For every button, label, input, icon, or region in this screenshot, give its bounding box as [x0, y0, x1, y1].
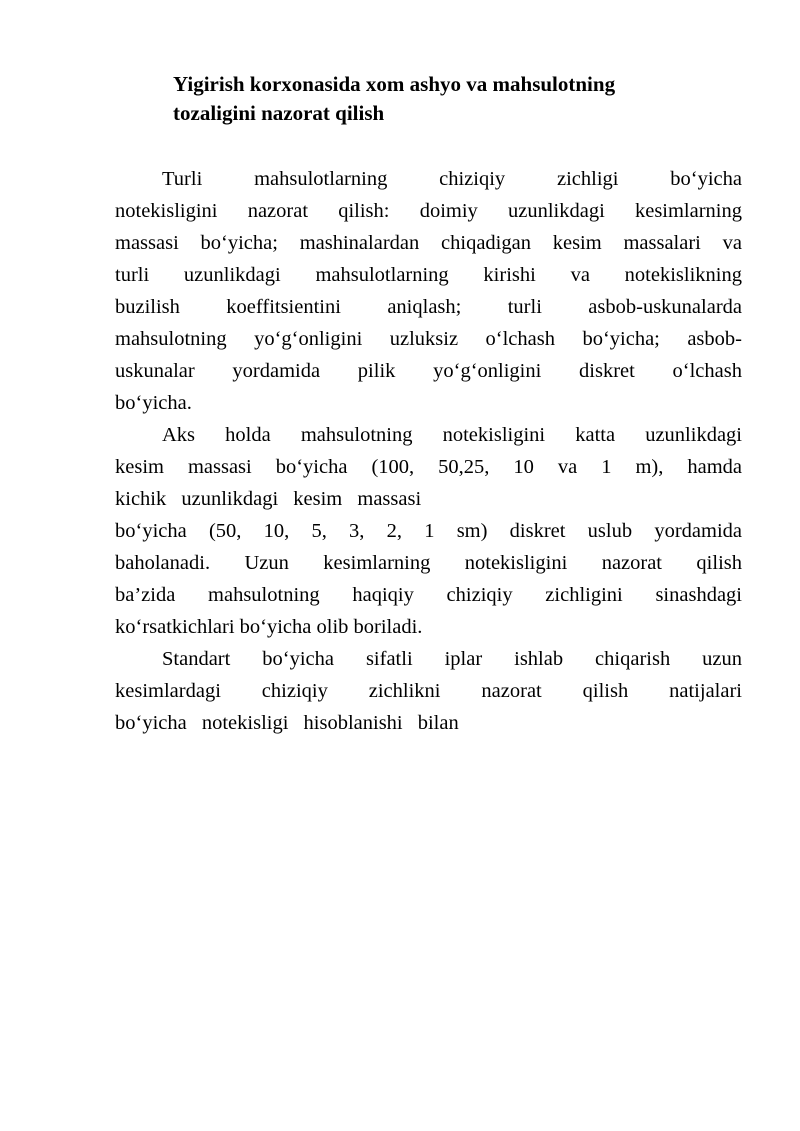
text-line: notekisligini nazorat qilish: doimiy uzunlikdagi kesimlarning	[115, 200, 742, 222]
title-line: Yigirish korxonasida xom ashyo va mahsulotning	[173, 72, 616, 96]
text-line: Turli mahsulotlarning chiziqiy zichligi bo‘yicha	[162, 168, 742, 190]
document-title	[173, 70, 733, 128]
text-line: Standart bo‘yicha sifatli iplar ishlab chiqarish uzun	[162, 648, 742, 670]
paragraph-1	[115, 163, 742, 419]
text-line: bo‘yicha notekisligi hisoblanishi bilan	[115, 712, 459, 734]
text-line: ko‘rsatkichlari bo‘yicha olib boriladi.	[115, 616, 423, 638]
text-line: baholanadi. Uzun kesimlarning notekisligini nazorat qilish	[115, 552, 742, 574]
text-line: ba’zida mahsulotning haqiqiy chiziqiy zichligini sinashdagi	[115, 584, 742, 606]
text-line: buzilish koeffitsientini aniqlash; turli asbob-uskunalarda	[115, 296, 742, 318]
text-line: kichik uzunlikdagi kesim massasi	[115, 488, 422, 510]
paragraph-2	[115, 419, 742, 643]
document-body	[115, 163, 742, 739]
text-line: mahsulotning yo‘g‘onligini uzluksiz o‘lchash bo‘yicha; asbob-	[115, 328, 742, 350]
text-line: bo‘yicha (50, 10, 5, 3, 2, 1 sm) diskret uslub yordamida	[115, 520, 742, 542]
text-line: turli uzunlikdagi mahsulotlarning kirishi va notekislikning	[115, 264, 742, 286]
text-line: kesimlardagi chiziqiy zichlikni nazorat qilish natijalari	[115, 680, 742, 702]
text-line: Aks holda mahsulotning notekisligini katta uzunlikdagi	[162, 424, 742, 446]
text-line: bo‘yicha.	[115, 392, 192, 414]
text-line: massasi bo‘yicha; mashinalardan chiqadigan kesim massalari va	[115, 232, 742, 254]
title-line: tozaligini nazorat qilish	[173, 101, 385, 125]
paragraph-3	[115, 643, 742, 739]
text-line: kesim massasi bo‘yicha (100, 50,25, 10 va 1 m), hamda	[115, 456, 742, 478]
text-line: uskunalar yordamida pilik yo‘g‘onligini diskret o‘lchash	[115, 360, 742, 382]
